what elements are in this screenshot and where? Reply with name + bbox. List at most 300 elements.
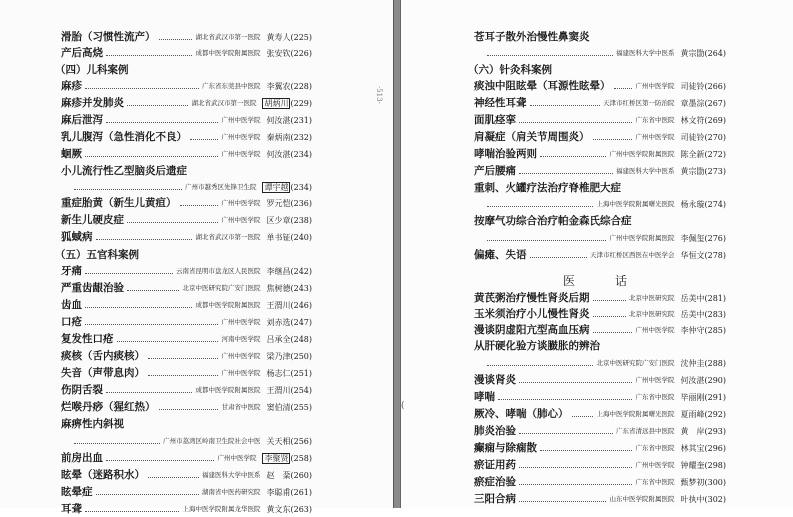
leader-dots — [519, 382, 632, 383]
toc-entry-title: 哮喘治验两则 — [474, 148, 537, 160]
toc-entry-page: (229) — [290, 99, 312, 108]
toc-entry-page: (260) — [290, 471, 312, 480]
toc-entry-source: 湖北省武汉市第一医院 — [195, 233, 261, 241]
toc-entry-source: 广州中医学院 — [635, 82, 675, 90]
toc-entry-author — [680, 323, 704, 338]
toc-entry-source: 福建医科大学中医系 — [615, 167, 675, 175]
toc-entry-author — [266, 332, 290, 347]
toc-entry-author — [680, 113, 704, 128]
author-name: 何汝湛 — [266, 150, 291, 159]
author-name: 窦伯清 — [266, 403, 291, 412]
leader-dots — [85, 156, 218, 157]
toc-entry-title: 麻疹 — [61, 80, 82, 92]
author-name: 夏雨峰 — [680, 410, 705, 419]
toc-entry-author — [680, 197, 704, 212]
toc-entry-source: 广东省中医院 — [635, 116, 675, 124]
leader-dots — [85, 273, 173, 274]
toc-entry-author — [680, 390, 704, 405]
toc-entry — [61, 332, 312, 347]
toc-entry-page: (255) — [290, 403, 312, 412]
toc-entry-author — [680, 248, 704, 263]
toc-entry — [474, 307, 726, 322]
leader-dots — [159, 39, 193, 40]
toc-entry-source: 上海中医学院附属曙光医院 — [596, 410, 675, 418]
toc-entry — [61, 147, 312, 162]
toc-entry-source: 广州中医学院 — [635, 376, 675, 384]
author-name: 黄寿人 — [266, 33, 291, 42]
toc-entry-author — [266, 349, 290, 364]
right-page — [401, 0, 793, 508]
author-name: 陈全新 — [680, 150, 705, 159]
author-name: 黄文东 — [266, 505, 291, 514]
toc-entry — [61, 315, 312, 330]
toc-entry — [61, 196, 312, 211]
leader-dots — [127, 222, 218, 223]
leader-dots — [74, 443, 160, 444]
toc-entry-author — [266, 434, 290, 449]
author-name: 李聪甫 — [266, 488, 291, 497]
toc-entry — [61, 79, 312, 94]
toc-entry-title: 耳聋 — [61, 503, 82, 515]
toc-entry-author — [262, 96, 290, 111]
toc-entry-page: (281) — [704, 294, 726, 303]
toc-entry — [61, 468, 312, 483]
toc-entry — [61, 383, 312, 398]
medical-talk-heading: 医 话 — [563, 274, 642, 288]
toc-entry-source: 成都中医学院附属医院 — [195, 386, 261, 394]
toc-entry-page: (293) — [704, 427, 726, 436]
leader-dots — [85, 511, 179, 512]
toc-entry — [61, 113, 312, 128]
toc-entry — [474, 113, 726, 128]
toc-entry-page: (236) — [290, 199, 312, 208]
leader-dots — [487, 206, 593, 207]
toc-entry-author — [680, 458, 704, 473]
toc-entry-page: (228) — [290, 82, 312, 91]
toc-entry-author — [266, 502, 290, 517]
toc-entry — [61, 451, 312, 466]
author-name: 章墨淙 — [680, 99, 705, 108]
toc-entry-title: 偏瘫、失语 — [474, 249, 527, 261]
toc-entry-title: 失音（声带息肉） — [61, 367, 145, 379]
leader-dots — [117, 341, 219, 342]
toc-entry-page: (264) — [704, 49, 726, 58]
leader-dots — [96, 239, 193, 240]
author-name: 杨永璇 — [680, 200, 705, 209]
toc-entry-title: 漫谈肾炎 — [474, 374, 516, 386]
toc-entry — [474, 96, 726, 111]
toc-entry-page: (300) — [704, 478, 726, 487]
toc-entry-source: 河南中医学院 — [221, 335, 261, 343]
toc-entry-title: 痰核（舌内痰核） — [61, 350, 145, 362]
author-name: 毕丽刚 — [680, 393, 705, 402]
toc-entry-source: 广州中医学院 — [635, 461, 675, 469]
leader-dots — [190, 139, 218, 140]
toc-entry — [61, 30, 312, 45]
toc-entry-author — [680, 441, 704, 456]
toc-entry-author — [680, 291, 704, 306]
author-name: 秦炳南 — [266, 133, 291, 142]
toc-entry-source: 广州中医学院 — [635, 326, 675, 334]
toc-entry-title: 肩凝症（肩关节周围炎） — [474, 131, 590, 143]
toc-entry-title: 眩晕（迷路积水） — [61, 469, 145, 481]
leader-dots — [614, 88, 633, 89]
toc-entry-page: (270) — [704, 133, 726, 142]
toc-entry-author — [680, 373, 704, 388]
toc-entry-page: (263) — [290, 505, 312, 514]
leader-dots — [148, 358, 218, 359]
author-name: 单书钲 — [266, 233, 291, 242]
toc-entry — [61, 230, 312, 245]
toc-entry — [61, 349, 312, 364]
toc-entry-title: 伤阴舌裂 — [61, 384, 103, 396]
toc-entry-title: 烂喉丹痧（猩红热） — [61, 401, 156, 413]
toc-entry-title: 肺炎治验 — [474, 425, 516, 437]
leader-dots — [593, 316, 626, 317]
toc-entry-page: (285) — [704, 326, 726, 335]
toc-entry-source: 湖北省武汉市第一医院 — [191, 99, 257, 107]
toc-entry-source: 广州中医学院附属医院 — [609, 150, 675, 158]
toc-entry-page: (283) — [704, 310, 726, 319]
toc-entry-source: 广州市越秀区先锋卫生院 — [184, 183, 257, 191]
toc-entry-source: 广州中医学院附属医院 — [609, 234, 675, 242]
toc-entry-author — [266, 264, 290, 279]
toc-entry-source: 广州市荔湾区岭南卫生院社会中医 — [162, 437, 261, 445]
toc-entry — [61, 366, 312, 381]
author-name: 叶执中 — [680, 495, 705, 504]
toc-entry-source: 广东省中医院 — [635, 393, 675, 401]
toc-entry — [71, 180, 312, 195]
toc-entry — [61, 502, 312, 517]
author-name: 华恒文 — [680, 251, 705, 260]
author-name: 关天相 — [266, 437, 291, 446]
section-heading: （四）儿科案例 — [55, 64, 129, 76]
toc-entry-page: (226) — [290, 49, 312, 58]
toc-entry-author — [680, 307, 704, 322]
toc-entry-title: 漫谈阴虚阳亢型高血压病 — [474, 324, 590, 336]
author-name: 黄宗勖 — [680, 167, 705, 176]
toc-entry-title: 瘀证用药 — [474, 459, 516, 471]
toc-entry — [484, 197, 726, 212]
author-name: 胡炳川 — [264, 99, 289, 108]
toc-entry-author — [266, 147, 290, 162]
toc-entry-author — [266, 213, 290, 228]
leader-dots — [540, 156, 606, 157]
leader-dots — [148, 477, 199, 478]
toc-entry-source: 成都中医学院附属医院 — [195, 301, 261, 309]
toc-entry-author — [680, 130, 704, 145]
toc-entry-source: 甘肃省中医院 — [221, 403, 261, 411]
author-name: 甄梦初 — [680, 478, 705, 487]
toc-entry-source: 北京中医研究院 — [628, 310, 675, 318]
toc-entry-title: 癫痫与除痫散 — [474, 442, 537, 454]
toc-entry-author — [680, 164, 704, 179]
toc-entry-source: 湖南省中医药研究院 — [201, 488, 261, 496]
toc-entry-page: (231) — [290, 116, 312, 125]
author-name: 刘赤选 — [266, 318, 291, 327]
toc-entry — [484, 46, 726, 61]
toc-entry-title: 神经性耳聋 — [474, 97, 527, 109]
toc-entry-source: 福建医科大学中医系 — [201, 471, 261, 479]
toc-entry — [61, 213, 312, 228]
author-name: 杨志仁 — [266, 369, 291, 378]
toc-entry-author — [266, 196, 290, 211]
toc-entry-page: (276) — [704, 234, 726, 243]
toc-entry-page: (288) — [704, 359, 726, 368]
leader-dots — [159, 409, 219, 410]
toc-entry-title: 面肌痉挛 — [474, 114, 516, 126]
toc-entry — [474, 492, 726, 507]
leader-dots — [127, 290, 179, 291]
author-name: 李聚贤 — [264, 454, 289, 463]
author-name: 区少章 — [266, 216, 291, 225]
toc-entry-source: 广州中医学院 — [221, 133, 261, 141]
toc-entry-page: (302) — [704, 495, 726, 504]
author-name: 黄 岸 — [680, 427, 705, 436]
leader-dots — [487, 55, 613, 56]
toc-entry-author — [266, 485, 290, 500]
toc-entry — [71, 434, 312, 449]
toc-entry-source: 上海中医学院附属龙华医院 — [182, 505, 261, 513]
toc-entry — [61, 485, 312, 500]
toc-entry-source: 广州中医学院 — [221, 352, 261, 360]
toc-entry-author — [266, 113, 290, 128]
toc-entry-author — [680, 475, 704, 490]
toc-entry-source: 云南省昆明市盘龙区人民医院 — [175, 267, 261, 275]
toc-entry-page: (261) — [290, 488, 312, 497]
toc-entry-source: 广州中医学院 — [221, 369, 261, 377]
toc-entry-source: 广州中医学院 — [635, 133, 675, 141]
toc-entry-title: 前房出血 — [61, 452, 103, 464]
toc-entry-title: 牙痛 — [61, 265, 82, 277]
toc-entry — [474, 164, 726, 179]
author-name: 沈仲圭 — [680, 359, 705, 368]
leader-dots — [498, 399, 632, 400]
author-name: 林其宝 — [680, 444, 705, 453]
author-name: 焦树德 — [266, 284, 291, 293]
leader-dots — [96, 494, 199, 495]
toc-entry-title: 按摩气功综合治疗帕金森氏综合症 — [474, 215, 632, 227]
toc-entry — [61, 96, 312, 111]
toc-entry-page: (232) — [290, 133, 312, 142]
leader-dots — [180, 205, 219, 206]
toc-entry-title: 重症胎黄（新生儿黄疸） — [61, 197, 177, 209]
toc-entry-author — [680, 356, 704, 371]
toc-entry-source: 北京中医研究院广安门医院 — [182, 284, 261, 292]
author-name: 谭宇越 — [264, 183, 289, 192]
leader-dots — [106, 122, 218, 123]
toc-entry-source: 福建医科大学中医系 — [615, 49, 675, 57]
author-name: 林文符 — [680, 116, 705, 125]
paren-mark: ( — [401, 401, 405, 411]
toc-entry-author — [266, 281, 290, 296]
leader-dots — [487, 365, 593, 366]
toc-entry-page: (278) — [704, 251, 726, 260]
toc-entry-page: (242) — [290, 267, 312, 276]
toc-entry-source: 广州中医学院 — [221, 150, 261, 158]
toc-entry — [61, 298, 312, 313]
toc-entry-title: 滑胎（习惯性流产） — [61, 31, 156, 43]
toc-entry — [474, 424, 726, 439]
toc-entry-page: (250) — [290, 352, 312, 361]
toc-entry-title: 厥冷、哮喘（肺心） — [474, 408, 569, 420]
toc-entry — [474, 407, 726, 422]
toc-entry-author — [680, 46, 704, 61]
toc-entry — [61, 281, 312, 296]
toc-entry-source: 广东省中医院 — [635, 444, 675, 452]
toc-entry — [61, 400, 312, 415]
page-margin-mark: ·513· — [375, 86, 383, 104]
toc-entry-author — [680, 96, 704, 111]
author-name: 钟耀奎 — [680, 461, 705, 470]
toc-entry-page: (248) — [290, 335, 312, 344]
left-page — [0, 0, 393, 515]
toc-entry-author — [266, 30, 290, 45]
toc-entry-page: (269) — [704, 116, 726, 125]
author-name: 吕承全 — [266, 335, 291, 344]
toc-entry-title: 蛔厥 — [61, 148, 82, 160]
toc-entry-title: 产后高烧 — [61, 47, 103, 59]
toc-entry-page: (256) — [290, 437, 312, 446]
toc-entry — [474, 441, 726, 456]
toc-entry-author — [262, 180, 290, 195]
toc-entry-author — [680, 231, 704, 246]
toc-entry-page: (247) — [290, 318, 312, 327]
toc-entry-title: 玉米须治疗小儿慢性肾炎 — [474, 308, 590, 320]
toc-entry-author — [266, 298, 290, 313]
toc-entry-source: 上海中医学院附属曙光医院 — [596, 200, 675, 208]
toc-entry-source: 湖北省武汉市第一医院 — [195, 33, 261, 41]
author-name: 岳美中 — [680, 310, 705, 319]
toc-entry-source: 北京中医研究院广安门医院 — [596, 359, 675, 367]
toc-entry — [474, 79, 726, 94]
toc-entry-title: 口疮 — [61, 316, 82, 328]
toc-entry-title: 痰浊中阻眩晕（耳源性眩晕） — [474, 80, 611, 92]
toc-entry-title: 狐蜮病 — [61, 231, 93, 243]
toc-entry-author — [680, 424, 704, 439]
toc-entry-title: 齿血 — [61, 299, 82, 311]
toc-entry-title: 麻后泄泻 — [61, 114, 103, 126]
toc-entry-page: (291) — [704, 393, 726, 402]
leader-dots — [593, 332, 633, 333]
author-name: 王渭川 — [266, 386, 291, 395]
toc-entry-source: 广州中医学院 — [221, 216, 261, 224]
leader-dots — [519, 173, 613, 174]
toc-entry-author — [266, 230, 290, 245]
leader-dots — [519, 433, 613, 434]
toc-entry-page: (266) — [704, 82, 726, 91]
toc-entry-author — [266, 383, 290, 398]
leader-dots — [106, 55, 192, 56]
toc-entry — [474, 147, 726, 162]
toc-entry-author — [262, 451, 290, 466]
toc-entry-page: (298) — [704, 461, 726, 470]
toc-entry-title: 麻疹并发肺炎 — [61, 97, 124, 109]
toc-entry-title: 黄芪粥治疗慢性肾炎后期 — [474, 292, 590, 304]
leader-dots — [106, 460, 214, 461]
toc-entry-title: 三阳合病 — [474, 493, 516, 505]
leader-dots — [487, 240, 606, 241]
leader-dots — [148, 375, 218, 376]
toc-entry — [474, 130, 726, 145]
section-heading: （六）针灸科案例 — [468, 64, 552, 76]
author-name: 李继昌 — [266, 267, 291, 276]
book-gutter — [393, 0, 401, 508]
toc-entry-title: 新生儿硬皮症 — [61, 214, 124, 226]
toc-entry-title: 哮喘 — [474, 391, 495, 403]
author-name: 梁乃津 — [266, 352, 291, 361]
author-name: 司徒铃 — [680, 133, 705, 142]
toc-entry-page: (274) — [704, 200, 726, 209]
leader-dots — [530, 105, 600, 106]
toc-entry-title: 乳儿腹泻（急性消化不良） — [61, 131, 187, 143]
toc-entry-source: 广州中医学院 — [217, 454, 257, 462]
toc-entry-page: (272) — [704, 150, 726, 159]
toc-entry — [474, 248, 726, 263]
toc-entry-page: (290) — [704, 376, 726, 385]
leader-dots — [519, 484, 632, 485]
toc-entry-page: (240) — [290, 233, 312, 242]
author-name: 李仲守 — [680, 326, 705, 335]
toc-entry-author — [266, 468, 290, 483]
toc-entry-page: (273) — [704, 167, 726, 176]
toc-entry-page: (243) — [290, 284, 312, 293]
toc-entry-page: (234) — [290, 150, 312, 159]
toc-entry — [484, 356, 726, 371]
toc-entry-page: (296) — [704, 444, 726, 453]
toc-entry-author — [266, 130, 290, 145]
toc-entry-author — [680, 407, 704, 422]
toc-entry-source: 广东省清远县中医院 — [615, 427, 675, 435]
author-name: 何汝湛 — [680, 376, 705, 385]
toc-entry-title: 麻痹性内斜视 — [61, 418, 124, 430]
toc-entry-page: (254) — [290, 386, 312, 395]
toc-entry-page: (238) — [290, 216, 312, 225]
author-name: 罗元恺 — [266, 199, 291, 208]
toc-entry-title: 眩晕症 — [61, 486, 93, 498]
toc-entry-author — [680, 79, 704, 94]
toc-entry-source: 广州中医学院 — [221, 199, 261, 207]
author-name: 何汝湛 — [266, 116, 291, 125]
leader-dots — [519, 501, 606, 502]
toc-entry — [61, 264, 312, 279]
author-name: 王渭川 — [266, 301, 291, 310]
toc-entry-source: 天津市红桥区第一防治院 — [602, 99, 675, 107]
toc-entry — [474, 291, 726, 306]
author-name: 李佩玺 — [680, 234, 705, 243]
leader-dots — [85, 307, 192, 308]
toc-entry — [61, 46, 312, 61]
toc-entry-source: 广东省中医院 — [635, 478, 675, 486]
toc-entry — [474, 323, 726, 338]
toc-entry — [474, 475, 726, 490]
toc-entry — [474, 373, 726, 388]
toc-entry-page: (292) — [704, 410, 726, 419]
toc-entry-title: 从肝硬化验方谈臌胀的辨治 — [474, 340, 600, 352]
toc-entry-page: (234) — [290, 183, 312, 192]
toc-entry-source: 广州中医学院 — [221, 318, 261, 326]
toc-entry-source: 广州中医学院 — [221, 116, 261, 124]
author-name: 赵 棻 — [266, 471, 291, 480]
toc-entry-author — [266, 46, 290, 61]
toc-entry-source: 成都中医学院附属医院 — [195, 49, 261, 57]
leader-dots — [74, 189, 182, 190]
leader-dots — [85, 88, 199, 89]
toc-entry-page: (225) — [290, 33, 312, 42]
toc-entry-author — [680, 492, 704, 507]
leader-dots — [127, 105, 188, 106]
leader-dots — [593, 139, 633, 140]
